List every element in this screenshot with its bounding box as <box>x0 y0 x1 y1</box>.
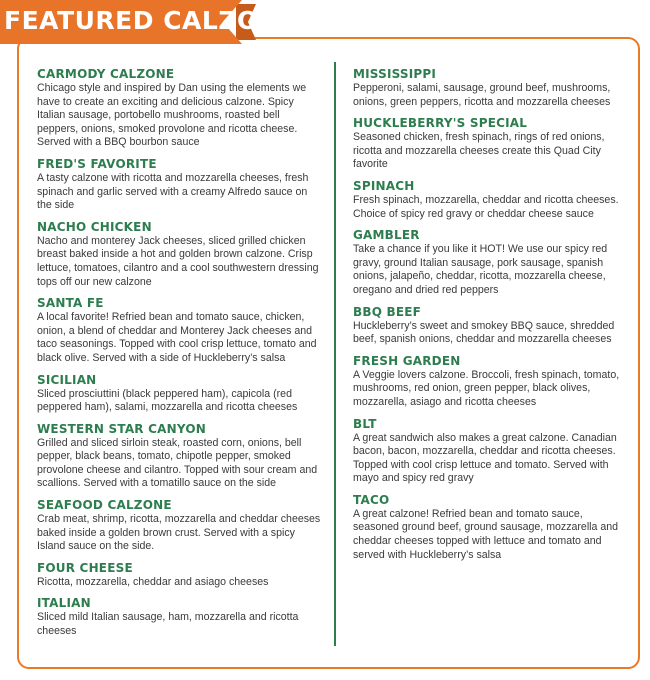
column-divider <box>334 62 336 646</box>
item-name: FOUR CHEESE <box>37 560 133 575</box>
menu-item-italian <box>37 595 322 638</box>
menu-item-four-cheese <box>37 560 322 590</box>
item-name: HUCKLEBERRY'S SPECIAL <box>353 116 528 131</box>
menu-item-seafood-calzone <box>37 497 322 554</box>
item-description: Huckleberry’s sweet and smokey BBQ sauce, shredded beef, spanish onions, cheddar and mozzarella cheeses <box>353 319 615 346</box>
menu-item-western-star-canyon <box>37 421 322 491</box>
item-name: MISSISSIPPI <box>353 67 437 81</box>
item-description: Pepperoni, salami, sausage, ground beef, mushrooms, onions, green peppers, ricotta and mozzarella cheeses <box>353 82 611 108</box>
item-description: Grilled and sliced sirloin steak, roasted corn, onions, bell pepper, black beans, tomato, chipotle pepper, smoked provolone cheese and cilantro. Topped with sour cream and scallions. Served with a tomatillo sauce on the side <box>37 436 318 490</box>
item-description: Seasoned chicken, fresh spinach, rings of red onions, ricotta and mozzarella cheeses create this Quad City favorite <box>353 131 605 171</box>
item-description: A local favorite! Refried bean and tomato sauce, chicken, onion, a blend of cheddar and Monterey Jack cheeses and taco seasonings. Topped with cool crisp lettuce, tomato and black olive. Served with a side of Huckleberry’s salsa <box>37 311 317 364</box>
item-name: WESTERN STAR CANYON <box>37 421 206 436</box>
item-name: NACHO CHICKEN <box>37 219 152 234</box>
menu-item-carmody-calzone <box>37 66 322 150</box>
item-description: Nacho and monterey Jack cheeses, sliced grilled chicken breast baked inside a hot and golden brown calzone. Crisp lettuce, tomatoes, cilantro and a cool southwestern dressing tops off our new calzone <box>37 234 319 288</box>
menu-item-taco <box>353 492 623 562</box>
item-name: SICILIAN <box>37 372 97 387</box>
item-name: BBQ BEEF <box>353 304 422 319</box>
item-description: A great sandwich also makes a great calzone. Canadian bacon, bacon, mozzarella, cheddar and ricotta cheeses. Topped with cool crisp lettuce and tomato. Served with mayo and spicy red gravy <box>353 431 617 485</box>
item-name: FRED'S FAVORITE <box>37 156 157 171</box>
item-name: ITALIAN <box>37 596 91 611</box>
menu-item-spinach <box>353 178 623 221</box>
menu-item-sicilian <box>37 372 322 415</box>
menu-item-mississippi <box>353 66 623 109</box>
menu-item-bbq-beef <box>353 304 623 347</box>
menu-item-huckleberrys-special <box>353 115 623 172</box>
header-banner <box>0 0 317 44</box>
item-description: Fresh spinach, mozzarella, cheddar and ricotta cheeses. Choice of spicy red gravy or cheddar cheese sauce <box>353 193 619 220</box>
item-description: A great calzone! Refried bean and tomato sauce, seasoned ground beef, ground sausage, mozzarella and cheddar cheeses topped with lettuce and tomato and served with Huckleberry’s salsa <box>353 507 619 561</box>
item-description: Chicago style and inspired by Dan using the elements we have to create an exciting and delicious calzone. Spicy Italian sausage, portobello mushrooms, roasted bell peppers, onions, smoked provolone and ricotta cheese. Served with a BBQ bourbon sauce <box>37 82 307 149</box>
menu-item-santa-fe <box>37 295 322 365</box>
item-description: Sliced prosciuttini (black peppered ham), capicola (red peppered ham), salami, mozzarella and ricotta cheeses <box>37 387 298 414</box>
item-description: Take a chance if you like it HOT! We use our spicy red gravy, ground Italian sausage, pork sausage, spanish onions, jalapeño, cheddar, ricotta, mozzarella cheese, oregano and dried red peppers <box>353 243 608 296</box>
item-name: SPINACH <box>353 178 415 193</box>
left-column <box>37 66 322 645</box>
item-description: Crab meat, shrimp, ricotta, mozzarella and cheddar cheeses baked inside a golden brown crust. Served with a spicy Island sauce on the side. <box>37 513 321 553</box>
item-description: Ricotta, mozzarella, cheddar and asiago cheeses <box>37 575 269 588</box>
item-name: FRESH GARDEN <box>353 353 461 368</box>
item-name: SANTA FE <box>37 296 104 311</box>
menu-item-blt <box>353 416 623 486</box>
item-name: BLT <box>353 416 377 431</box>
item-name: GAMBLER <box>353 228 420 243</box>
item-name: SEAFOOD CALZONE <box>37 498 172 513</box>
page-title: FEATURED CALZONES <box>4 6 317 35</box>
menu-item-nacho-chicken <box>37 219 322 289</box>
right-column <box>353 66 623 568</box>
item-name: TACO <box>353 492 390 507</box>
menu-item-fresh-garden <box>353 353 623 410</box>
item-description: A Veggie lovers calzone. Broccoli, fresh spinach, tomato, mushrooms, red onion, green pepper, black olives, mozzarella, asiago and ricotta cheeses <box>353 368 620 408</box>
item-description: Sliced mild Italian sausage, ham, mozzarella and ricotta cheeses <box>37 611 299 638</box>
menu-item-gambler <box>353 227 623 297</box>
item-name: CARMODY CALZONE <box>37 67 175 81</box>
item-description: A tasty calzone with ricotta and mozzarella cheeses, fresh spinach and garlic served with a creamy Alfredo sauce on the side <box>37 171 309 212</box>
menu-item-freds-favorite <box>37 156 322 213</box>
